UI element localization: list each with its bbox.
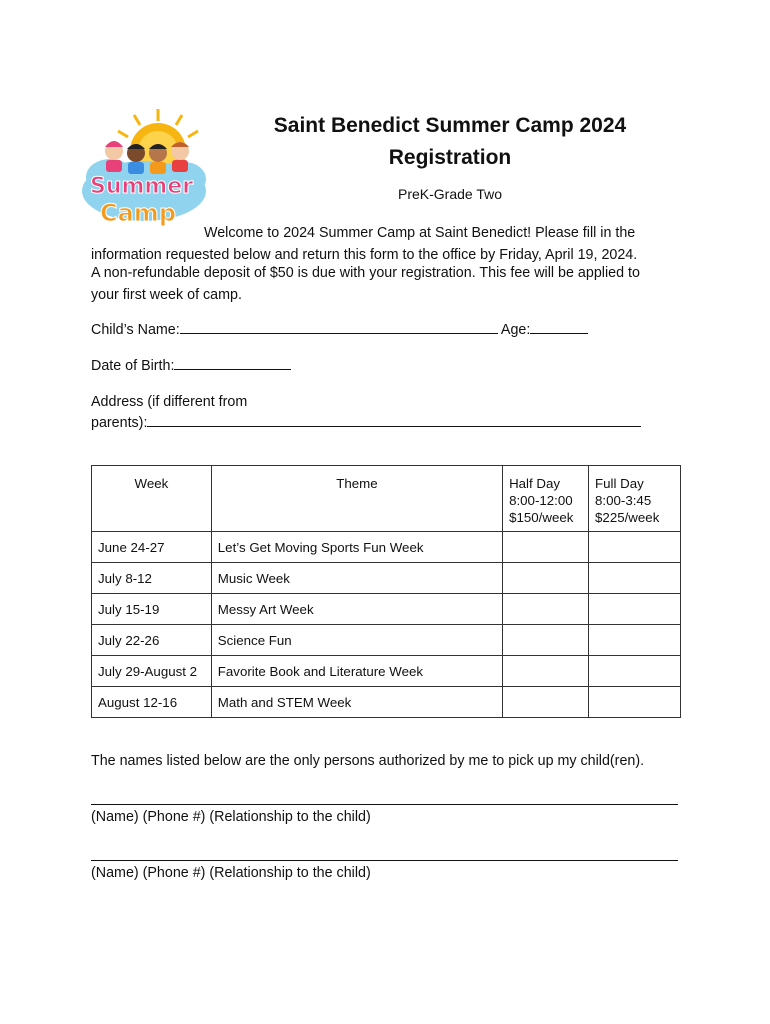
full-day-cell[interactable] xyxy=(589,563,681,594)
full-day-cell[interactable] xyxy=(589,594,681,625)
address-row xyxy=(91,412,641,434)
age-label: Age: xyxy=(500,322,531,338)
page-subtitle: PreK-Grade Two xyxy=(397,186,502,202)
full-day-cell[interactable] xyxy=(589,656,681,687)
pickup-label-2: (Name) (Phone #) (Relationship to the child) xyxy=(91,865,371,881)
week-cell: July 15-19 xyxy=(92,594,212,625)
week-cell: August 12-16 xyxy=(92,687,212,718)
pickup-label-1: (Name) (Phone #) (Relationship to the child) xyxy=(91,809,371,825)
summer-camp-logo xyxy=(80,107,208,229)
header-theme: Theme xyxy=(211,466,502,532)
age-blank[interactable] xyxy=(530,319,588,334)
pickup-signature-line-1[interactable] xyxy=(91,804,678,805)
header-week: Week xyxy=(92,466,212,532)
pickup-statement: The names listed below are the only persons authorized by me to pick up my child(ren). xyxy=(91,753,645,769)
theme-cell: Science Fun xyxy=(211,625,502,656)
title-line-2: Registration xyxy=(388,146,512,169)
header-full-day xyxy=(589,466,681,532)
header-half-day xyxy=(503,466,589,532)
address-label-line-2: parents): xyxy=(91,415,148,431)
table-row xyxy=(92,594,681,625)
dob-blank[interactable] xyxy=(174,355,291,370)
half-day-hours: 8:00-12:00 xyxy=(509,493,573,508)
child-name-row xyxy=(91,319,588,341)
full-day-cell[interactable] xyxy=(589,532,681,563)
half-day-cell[interactable] xyxy=(503,563,589,594)
week-cell: June 24-27 xyxy=(92,532,212,563)
half-day-cell[interactable] xyxy=(503,594,589,625)
week-cell: July 8-12 xyxy=(92,563,212,594)
table-row xyxy=(92,625,681,656)
logo-word-summer: Summer xyxy=(90,174,194,199)
full-day-cell[interactable] xyxy=(589,625,681,656)
weeks-table xyxy=(91,465,681,718)
address-blank[interactable] xyxy=(147,412,641,427)
table-row xyxy=(92,563,681,594)
theme-cell: Let’s Get Moving Sports Fun Week xyxy=(211,532,502,563)
pickup-signature-line-2[interactable] xyxy=(91,860,678,861)
intro-line-1: Welcome to 2024 Summer Camp at Saint Benedict! Please fill in the xyxy=(204,225,636,241)
table-row xyxy=(92,656,681,687)
full-day-cell[interactable] xyxy=(589,687,681,718)
full-day-hours: 8:00-3:45 xyxy=(595,493,652,508)
theme-cell: Music Week xyxy=(211,563,502,594)
theme-cell: Math and STEM Week xyxy=(211,687,502,718)
half-day-label: Half Day xyxy=(509,476,561,491)
title-line-1: Saint Benedict Summer Camp 2024 xyxy=(273,114,627,137)
half-day-cell[interactable] xyxy=(503,656,589,687)
table-row xyxy=(92,687,681,718)
address-label-line-1: Address (if different from xyxy=(91,394,248,410)
child-name-blank[interactable] xyxy=(180,319,498,334)
intro-line-3: A non-refundable deposit of $50 is due with your registration. This fee will be applied to xyxy=(91,265,640,281)
intro-line-2: information requested below and return this form to the office by Friday, April 19, 2024. xyxy=(91,247,638,263)
full-day-label: Full Day xyxy=(595,476,644,491)
page-title xyxy=(220,110,680,174)
full-day-price: $225/week xyxy=(595,510,660,525)
intro-line-4: your first week of camp. xyxy=(91,287,242,303)
week-cell: July 29-August 2 xyxy=(92,656,212,687)
dob-row xyxy=(91,355,291,377)
dob-label: Date of Birth: xyxy=(91,358,175,374)
week-cell: July 22-26 xyxy=(92,625,212,656)
table-row xyxy=(92,532,681,563)
logo-word-camp: Camp xyxy=(100,199,176,227)
theme-cell: Messy Art Week xyxy=(211,594,502,625)
theme-cell: Favorite Book and Literature Week xyxy=(211,656,502,687)
summer-camp-logo-art xyxy=(80,107,208,229)
half-day-cell[interactable] xyxy=(503,687,589,718)
child-name-label: Child’s Name: xyxy=(91,322,180,338)
half-day-price: $150/week xyxy=(509,510,574,525)
table-header-row xyxy=(92,466,681,532)
half-day-cell[interactable] xyxy=(503,532,589,563)
half-day-cell[interactable] xyxy=(503,625,589,656)
